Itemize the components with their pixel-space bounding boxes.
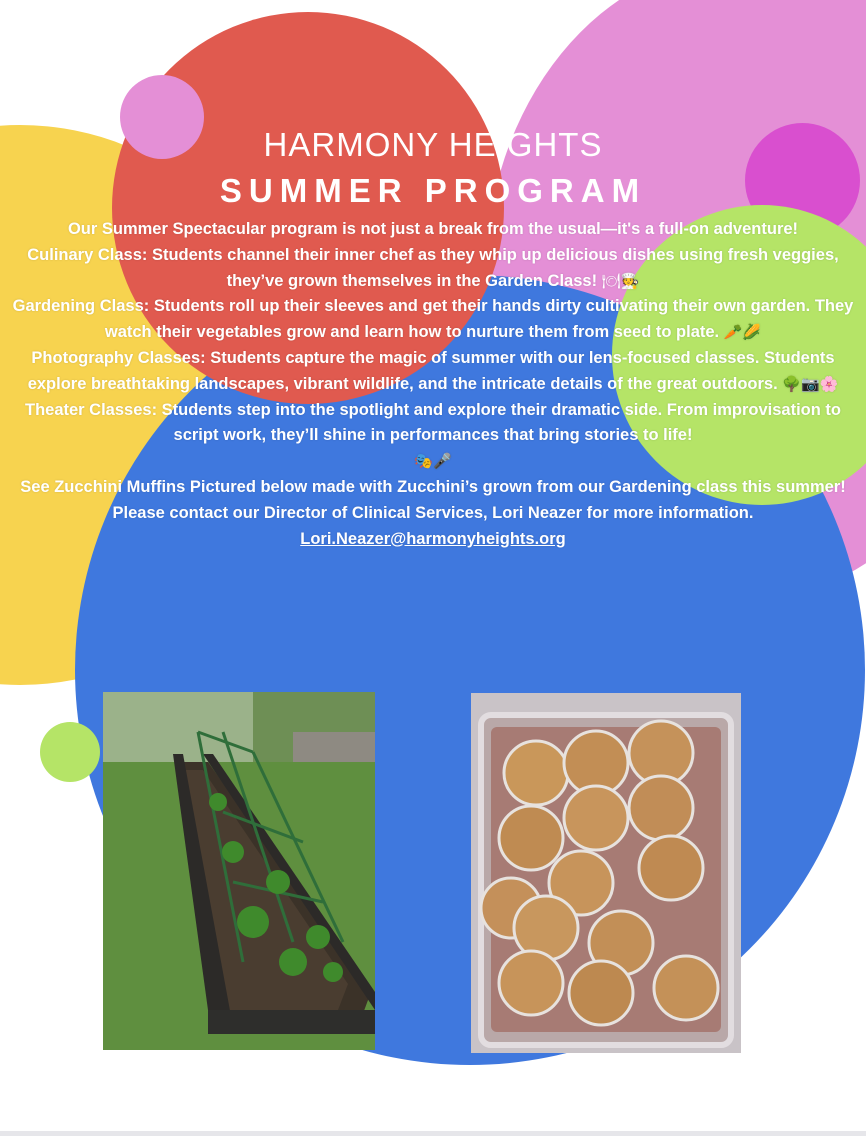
title-line-2: SUMMER PROGRAM	[219, 172, 647, 209]
program-description	[8, 217, 858, 552]
theater-paragraph	[8, 398, 858, 475]
theater-text: Theater Classes: Students step into the spotlight and explore their dramatic side. From improvisation to script work, they’ll shine in performances that bring stories to life!	[25, 400, 841, 445]
garden-bed-illustration	[103, 692, 375, 1050]
culinary-paragraph	[8, 243, 858, 295]
muffins-paragraph: See Zucchini Muffins Pictured below made with Zucchini’s grown from our Gardening class this summer!	[20, 477, 846, 496]
muffins-illustration	[471, 693, 741, 1053]
gardening-paragraph	[8, 294, 858, 346]
email-link[interactable]: Lori.Neazer@harmonyheights.org	[300, 529, 566, 548]
title-line-1: HARMONY HEIGHTS	[263, 126, 603, 163]
culinary-emoji-icon: 🍽🧑‍🍳	[601, 271, 640, 290]
photography-paragraph	[8, 346, 858, 398]
green-small-circle	[40, 722, 100, 782]
gardening-emoji-icon: 🥕🌽	[723, 323, 762, 342]
garden-bed-photo	[103, 692, 375, 1050]
email-line	[8, 527, 858, 553]
culinary-text: Culinary Class: Students channel their inner chef as they whip up delicious dishes using fresh veggies, they’ve grown themselves in the Garden Class!	[27, 245, 839, 290]
intro-paragraph: Our Summer Spectacular program is not just a break from the usual—it's a full-on adventure!	[67, 220, 799, 238]
contact-paragraph: Please contact our Director of Clinical Services, Lori Neazer for more information.	[112, 503, 754, 522]
photography-text: Photography Classes: Students capture the magic of summer with our lens-focused classes. Students explore breathtaking landscapes, vibrant wildlife, and the intricate details of the great outdoors.	[27, 348, 835, 393]
bottom-divider	[0, 1131, 866, 1136]
theater-emoji-icon: 🎭🎤	[414, 452, 452, 471]
gardening-text: Gardening Class: Students roll up their sleeves and get their hands dirty cultivating their own garden. They watch their vegetables grow and learn how to nurture them from seed to plate.	[12, 297, 854, 342]
zucchini-muffins-photo	[471, 693, 741, 1053]
photography-emoji-icon: 🌳📷🌸	[782, 374, 839, 393]
